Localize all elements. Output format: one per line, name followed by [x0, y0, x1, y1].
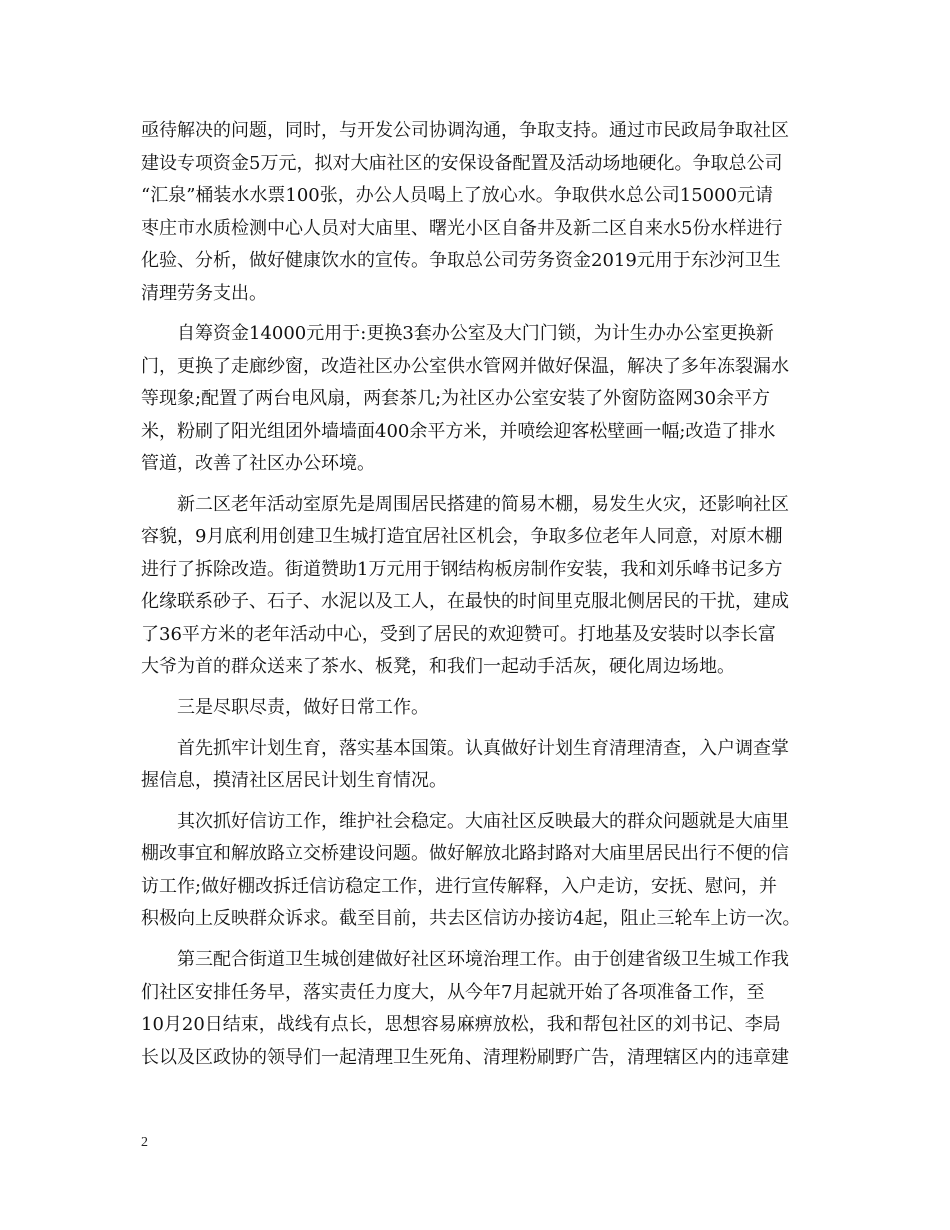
page-number: 2	[141, 1135, 148, 1150]
paragraph-2: 自筹资金14000元用于:更换3套办公室及大门门锁，为计生办办公室更换新 门，更换了走廊纱窗，改造社区办公室供水管网并做好保温，解决了多年冻裂漏水 等现象;配置了两台电风扇，两套茶几;为社区办公室安装了外窗防盗网30余平方 米，粉刷了阳光组团外墙墙面400余平方米，并喷绘迎客松壁画一幅;改造了排水 管道，改善了社区办公环境。	[141, 323, 789, 475]
paragraph-1: 亟待解决的问题，同时，与开发公司协调沟通，争取支持。通过市民政局争取社区 建设专项资金5万元，拟对大庙社区的安保设备配置及活动场地硬化。争取总公司 “汇泉”桶装水水票100张，办公人员喝上了放心水。争取供水总公司15000元请 枣庄市水质检测中心人员对大庙里、曙光小区自备井及新二区自来水5份水样进行 化验、分析，做好健康饮水的宣传。争取总公司劳务资金2019元用于东沙河卫生 清理劳务支出。	[141, 120, 789, 304]
paragraph-4: 三是尽职尽责，做好日常工作。	[177, 697, 429, 719]
body-text	[141, 115, 831, 1082]
paragraph-3: 新二区老年活动室原先是周围居民搭建的简易木棚，易发生火灾，还影响社区 容貌，9月底利用创建卫生城打造宜居社区机会，争取多位老年人同意，对原木棚 进行了拆除改造。街道赞助1万元用于钢结构板房制作安装，我和刘乐峰书记多方 化缘联系砂子、石子、水泥以及工人，在最快的时间里克服北侧居民的干扰，建成 了36平方米的老年活动中心，受到了居民的欢迎赞可。打地基及安装时以李长富 大爷为首的群众送来了茶水、板凳，和我们一起动手活灰，硬化周边场地。	[141, 493, 789, 678]
paragraph-6: 其次抓好信访工作，维护社会稳定。大庙社区反映最大的群众问题就是大庙里 棚改事宜和解放路立交桥建设问题。做好解放北路封路对大庙里居民出行不便的信 访工作;做好棚改拆迁信访稳定工作，进行宣传解释，入户走访，安抚、慰问，并 积极向上反映群众诉求。截至目前，共去区信访办接访4起，阻止三轮车上访一次。	[141, 810, 801, 930]
paragraph-7: 第三配合街道卫生城创建做好社区环境治理工作。由于创建省级卫生城工作我 们社区安排任务早，落实责任力度大，从今年7月起就开始了各项准备工作，至 10月20日结束，战线有点长，思想容易麻痹放松，我和帮包社区的刘书记、李局 长以及区政协的领导们一起清理卫生死角、清理粉刷野广告，清理辖区内的违章建	[141, 949, 789, 1068]
paragraph-5: 首先抓牢计划生育，落实基本国策。认真做好计划生育清理清查，入户调查掌 握信息，摸清社区居民计划生育情况。	[141, 737, 789, 792]
